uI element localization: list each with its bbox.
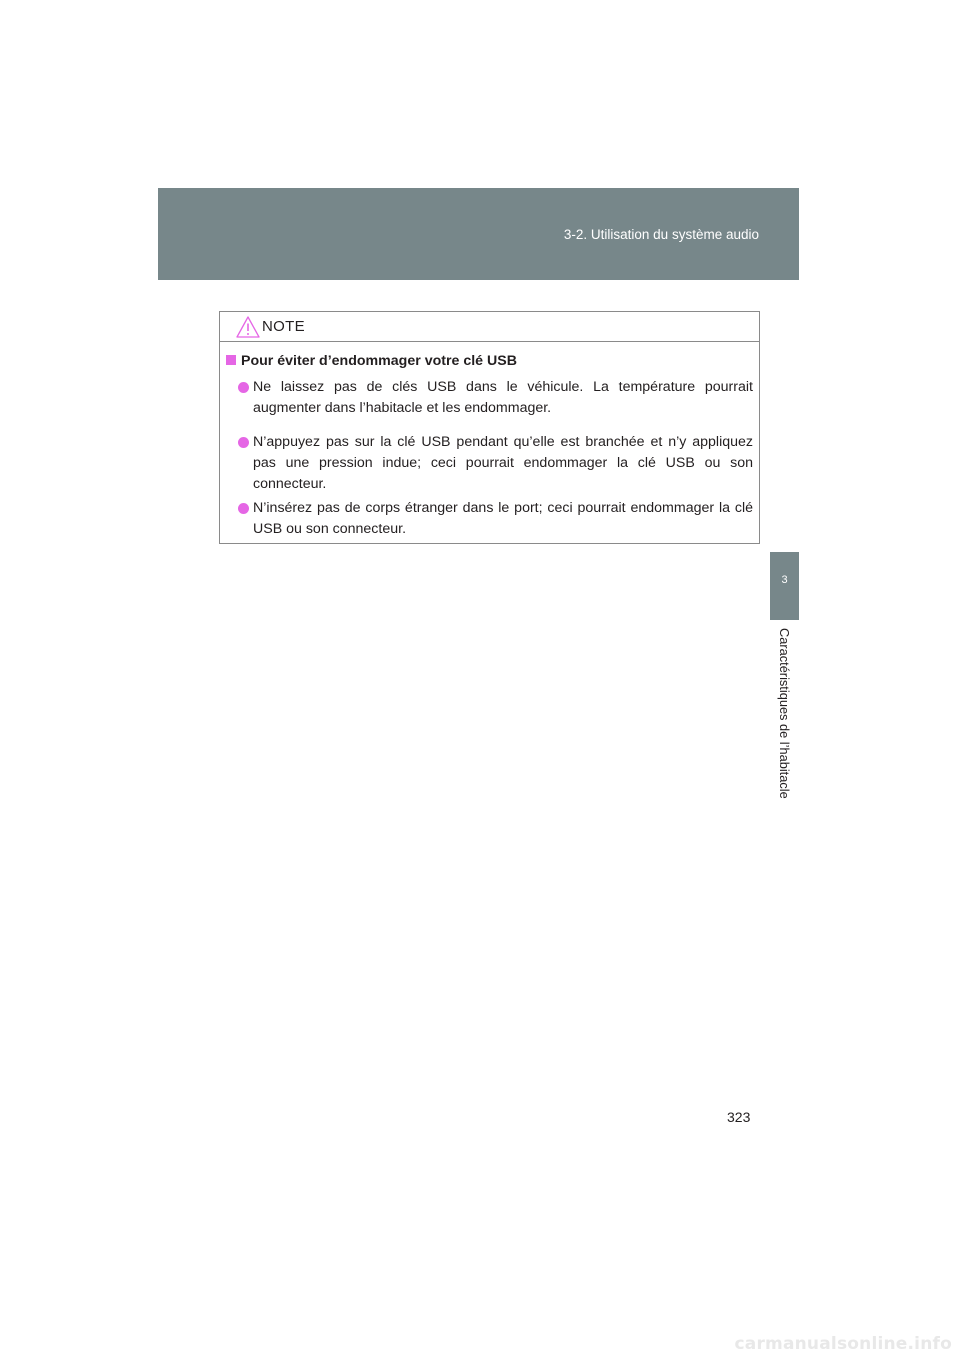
list-item-text: N’insérez pas de corps étranger dans le port; ceci pourrait endommager la clé USB ou son connecteur.: [253, 500, 753, 537]
note-box: [219, 311, 760, 544]
list-item: [226, 432, 753, 495]
list-item-text: Ne laissez pas de clés USB dans le véhicule. La température pourrait augmenter dans l’habitacle et les endommager.: [253, 379, 753, 416]
section-title: 3-2. Utilisation du système audio: [563, 227, 759, 242]
watermark-text: carmanualsonline.info: [734, 1334, 952, 1354]
note-header: [220, 312, 759, 342]
header-band: [158, 188, 799, 280]
list-item: [226, 498, 753, 540]
watermark-logo: [734, 1327, 960, 1358]
chapter-tab: [770, 552, 799, 620]
chapter-title: Caractéristiques de l’habitacle: [777, 628, 792, 799]
list-item-text: N’appuyez pas sur la clé USB pendant qu’elle est branchée et n’y appliquez pas une pression indue; ceci pourrait endommager la clé USB ou son connecteur.: [253, 434, 753, 492]
page-number: 323: [727, 1109, 751, 1125]
list-item: [226, 377, 753, 419]
square-bullet-icon: [226, 355, 236, 365]
note-title: NOTE: [262, 318, 305, 335]
chapter-label-wrap: [770, 628, 799, 828]
chapter-number: 3: [781, 574, 788, 586]
bullet-dot-icon: [238, 437, 249, 448]
section-heading-text: Pour éviter d’endommager votre clé USB: [241, 353, 517, 369]
warning-triangle-icon: [236, 316, 260, 338]
bullet-dot-icon: [238, 503, 249, 514]
bullet-dot-icon: [238, 382, 249, 393]
section-heading: [226, 353, 517, 369]
